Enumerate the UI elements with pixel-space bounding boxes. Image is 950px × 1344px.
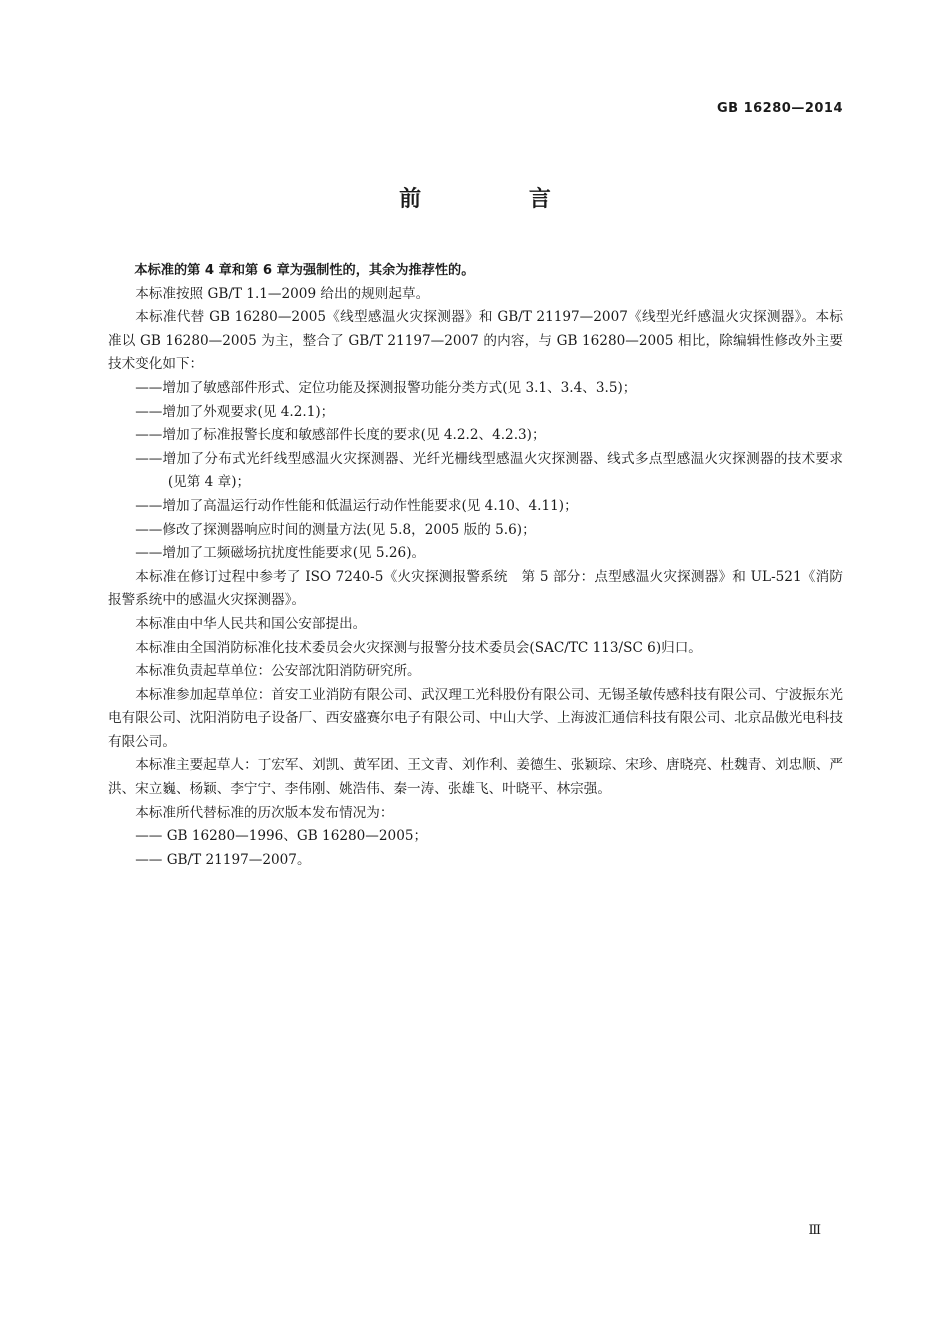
replacement-paragraph: 本标准代替 GB 16280—2005《线型感温火灾探测器》和 GB/T 21197—2007《线型光纤感温火灾探测器》。本标准以 GB 16280—2005 为主，整合了 GB/T 21197—2007 的内容，与 GB 16280—2005 相比，除编辑性修改外主要技术变化如下： <box>108 309 843 373</box>
preface-body <box>108 259 843 872</box>
change-item: ——增加了标准报警长度和敏感部件长度的要求(见 4.2.2、4.2.3)； <box>135 427 546 444</box>
change-item: ——增加了分布式光纤线型感温火灾探测器、光纤光栅线型感温火灾探测器、线式多点型感温火灾探测器的技术要求(见第 4 章)； <box>135 450 843 491</box>
lead-drafter-paragraph: 本标准负责起草单位：公安部沈阳消防研究所。 <box>135 663 421 680</box>
page-number: Ⅲ <box>808 1223 821 1238</box>
change-item: ——增加了敏感部件形式、定位功能及探测报警功能分类方式(见 3.1、3.4、3.5)； <box>135 379 637 396</box>
committee-paragraph: 本标准由全国消防标准化技术委员会火灾探测与报警分技术委员会(SAC/TC 113/SC 6)归口。 <box>135 639 702 656</box>
main-drafters-paragraph: 本标准主要起草人：丁宏军、刘凯、黄军团、王文青、刘作利、姜德生、张颖琮、宋珍、唐晓亮、杜魏青、刘忠顺、严洪、宋立巍、杨颖、李宁宁、李伟刚、姚浩伟、秦一涛、张雄飞、叶晓平、林宗强。 <box>108 757 843 798</box>
proposer-paragraph: 本标准由中华人民共和国公安部提出。 <box>135 615 367 632</box>
drafting-rule-paragraph: 本标准按照 GB/T 1.1—2009 给出的规则起草。 <box>135 285 430 302</box>
page-title: 前 言 <box>399 187 601 212</box>
history-intro-paragraph: 本标准所代替标准的历次版本发布情况为： <box>135 804 394 821</box>
change-item: ——修改了探测器响应时间的测量方法(见 5.8，2005 版的 5.6)； <box>135 521 536 538</box>
reference-paragraph: 本标准在修订过程中参考了 ISO 7240-5《火灾探测报警系统 第 5 部分：点型感温火灾探测器》和 UL-521《消防报警系统中的感温火灾探测器》。 <box>108 568 843 609</box>
change-item: ——增加了高温运行动作性能和低温运行动作性能要求(见 4.10、4.11)； <box>135 497 578 514</box>
history-item: —— GB 16280—1996、GB 16280—2005； <box>135 828 428 845</box>
mandatory-statement: 本标准的第 4 章和第 6 章为强制性的，其余为推荐性的。 <box>134 263 475 278</box>
standard-code: GB 16280—2014 <box>716 101 843 116</box>
change-item: ——增加了工频磁场抗扰度性能要求(见 5.26)。 <box>135 545 426 562</box>
participating-units-paragraph: 本标准参加起草单位：首安工业消防有限公司、武汉理工光科股份有限公司、无锡圣敏传感科技有限公司、宁波振东光电有限公司、沈阳消防电子设备厂、西安盛赛尔电子有限公司、中山大学、上海波汇通信科技有限公司、北京品傲光电科技有限公司。 <box>108 686 843 750</box>
history-item: —— GB/T 21197—2007。 <box>135 851 311 868</box>
change-item: ——增加了外观要求(见 4.2.1)； <box>135 403 335 420</box>
